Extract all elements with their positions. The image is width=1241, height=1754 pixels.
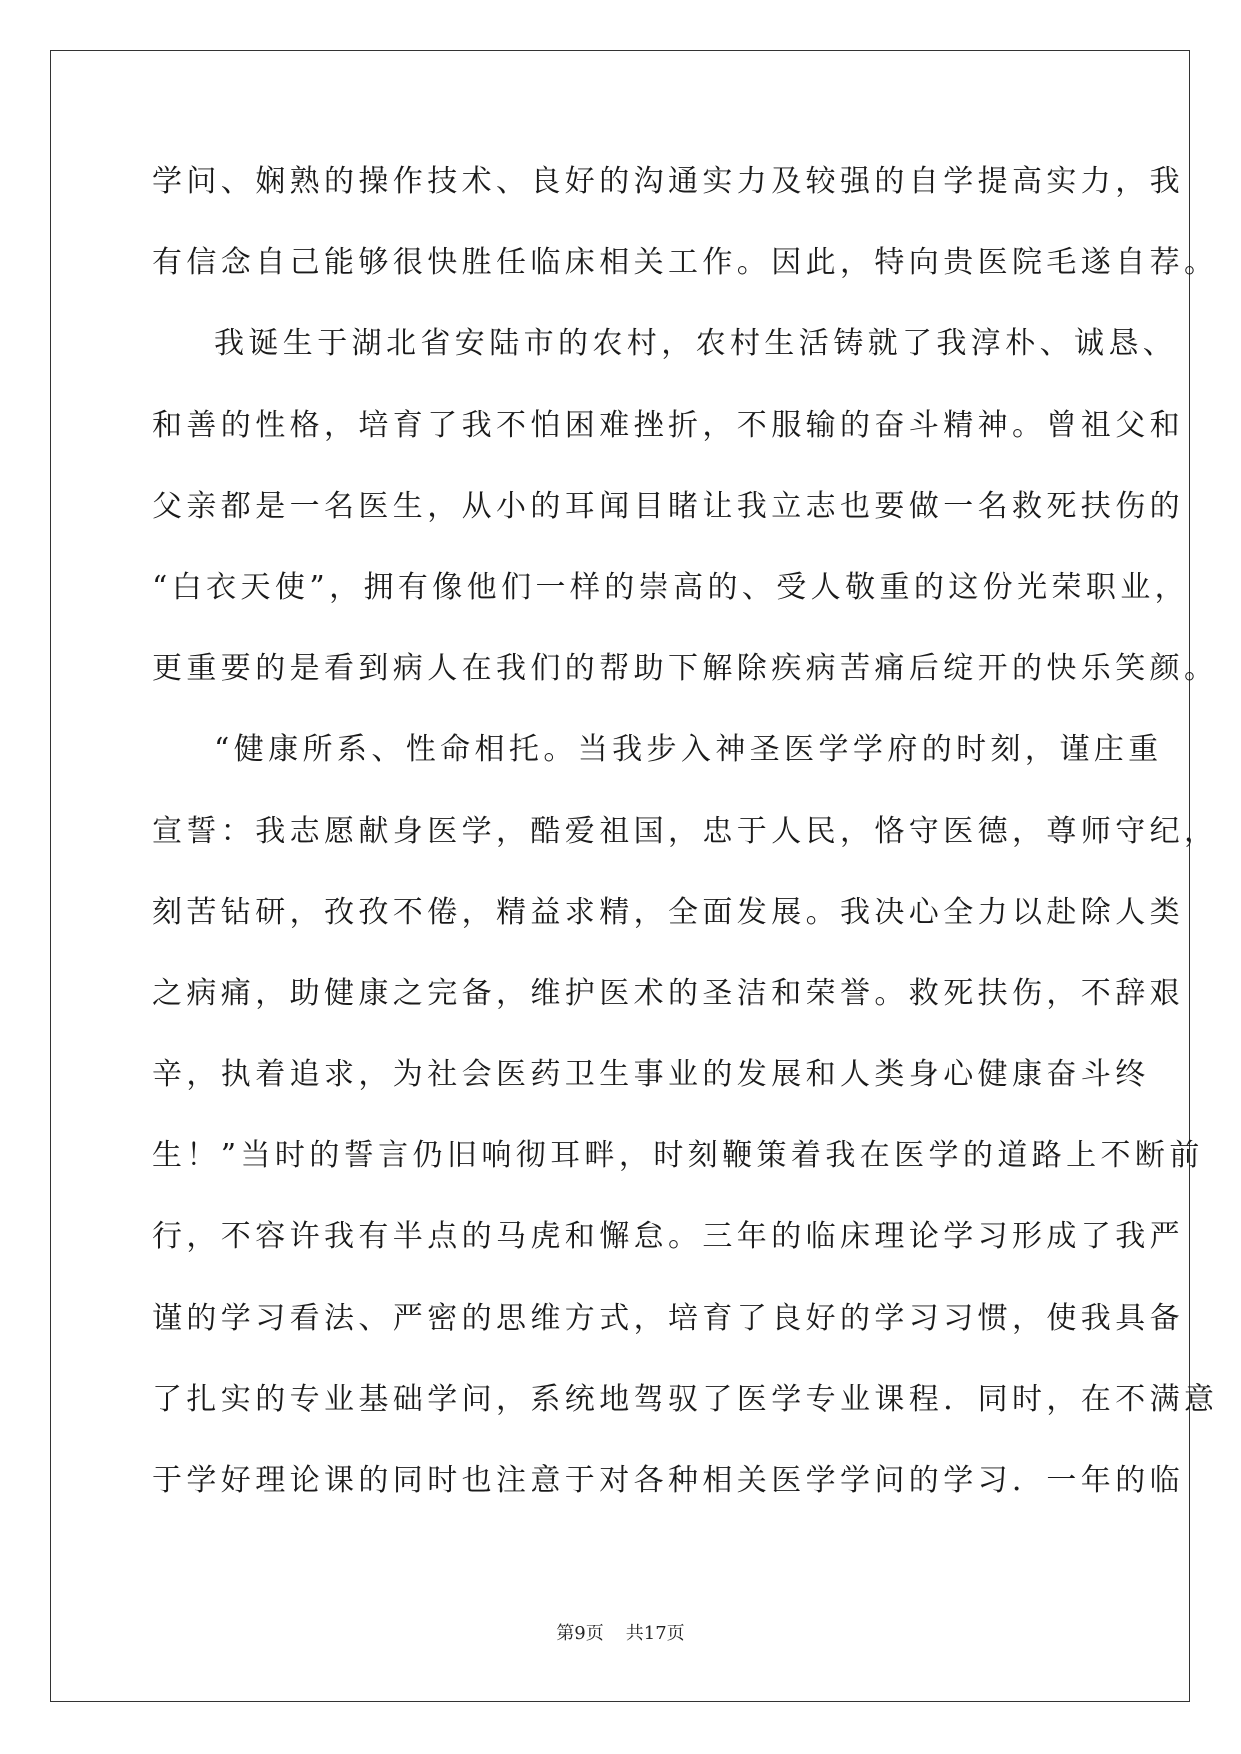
- text-line: 谨的学习看法、严密的思维方式，培育了良好的学习习惯，使我具备: [152, 1300, 1184, 1336]
- document-body: [152, 162, 1219, 1542]
- text-line: 于学好理论课的同时也注意于对各种相关医学学问的学习．一年的临: [152, 1463, 1184, 1498]
- text-line: 行，不容许我有半点的马虎和懈怠。三年的临床理论学习形成了我严: [152, 1219, 1184, 1255]
- text-line: 父亲都是一名医生，从小的耳闻目睹让我立志也要做一名救死扶伤的: [152, 488, 1184, 524]
- page-total: 共17页: [625, 1623, 685, 1644]
- text-line: “白衣天使”，拥有像他们一样的崇高的、受人敬重的这份光荣职业，: [152, 569, 1190, 605]
- page-number: 第9页: [556, 1623, 604, 1644]
- text-line: 有信念自己能够很快胜任临床相关工作。因此，特向贵医院毛遂自荐。: [152, 245, 1219, 281]
- text-line: 和善的性格，培育了我不怕困难挫折，不服输的奋斗精神。曾祖父和: [152, 407, 1184, 443]
- text-line: 辛，执着追求，为社会医药卫生事业的发展和人类身心健康奋斗终: [152, 1057, 1150, 1093]
- text-line: 更重要的是看到病人在我们的帮助下解除疾病苦痛后绽开的快乐笑颜。: [152, 651, 1219, 687]
- text-line: 了扎实的专业基础学问，系统地驾驭了医学专业课程．同时，在不满意: [152, 1381, 1219, 1417]
- text-line: 学问、娴熟的操作技术、良好的沟通实力及较强的自学提高实力，我: [152, 164, 1184, 199]
- text-line: “健康所系、性命相托。当我步入神圣医学学府的时刻，谨庄重: [214, 732, 1163, 768]
- text-line: 宣誓：我志愿献身医学，酷爱祖国，忠于人民，恪守医德，尊师守纪，: [152, 813, 1219, 849]
- text-line: 我诞生于湖北省安陆市的农村，农村生活铸就了我淳朴、诚恳、: [214, 326, 1178, 362]
- page-footer: [0, 1622, 1241, 1646]
- text-line: 生！”当时的誓言仍旧响彻耳畔，时刻鞭策着我在医学的道路上不断前: [152, 1138, 1204, 1174]
- text-line: 之病痛，助健康之完备，维护医术的圣洁和荣誉。救死扶伤，不辞艰: [152, 975, 1184, 1011]
- text-line: 刻苦钻研，孜孜不倦，精益求精，全面发展。我决心全力以赴除人类: [152, 894, 1184, 930]
